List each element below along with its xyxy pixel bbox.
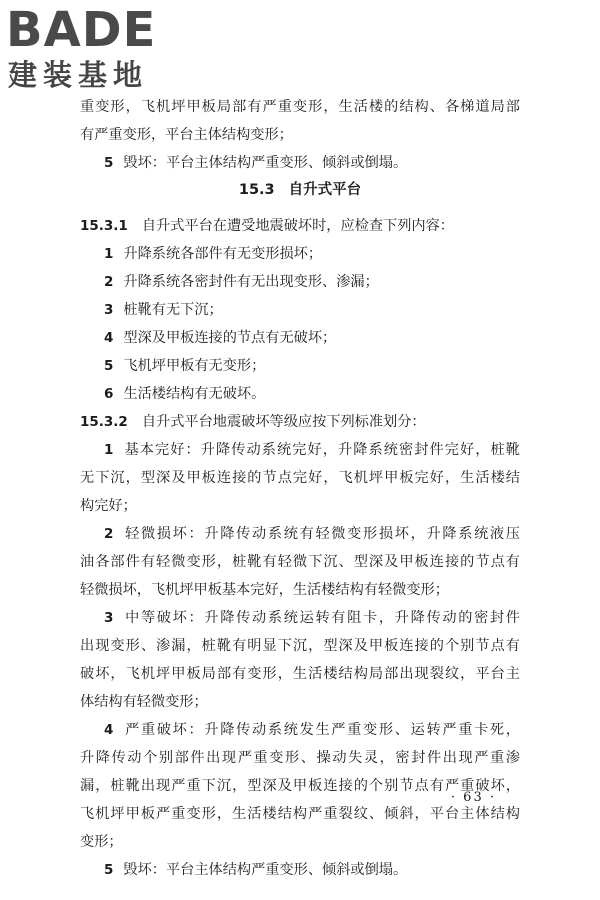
item-number: 2	[104, 526, 114, 542]
paragraph-line: 构完好；	[80, 498, 137, 514]
paragraph-line: 无下沉，型深及甲板连接的节点完好，飞机坪甲板完好，生活楼结	[80, 470, 520, 486]
clause-number: 15.3.2	[80, 414, 128, 430]
paragraph-line: 重变形，飞机坪甲板局部有严重变形，生活楼的结构、各梯道局部	[80, 99, 520, 115]
paragraph-line: 出现变形、渗漏，桩靴有明显下沉，型深及甲板连接的个别节点有	[80, 638, 520, 654]
list-item	[104, 380, 520, 408]
paragraph-line: 变形；	[80, 834, 123, 850]
paragraph-line: 飞机坪甲板严重变形，生活楼结构严重裂纹、倾斜，平台主体结构	[80, 806, 520, 822]
item-number: 5	[104, 155, 114, 171]
section-title: 自升式平台	[288, 182, 362, 198]
paragraph-line: 有严重变形，平台主体结构变形；	[80, 127, 293, 143]
item-text: 毁坏：平台主体结构严重变形、倾斜或倒塌。	[123, 862, 408, 878]
item-text: 中等破坏：升降传动系统运转有阻卡，升降传动的密封件	[123, 610, 520, 626]
list-item	[104, 604, 520, 632]
list-item	[104, 352, 520, 380]
item-number: 1	[104, 246, 114, 262]
page-number: · 63 ·	[450, 790, 496, 805]
list-item	[104, 296, 520, 324]
section-number: 15.3	[238, 182, 275, 198]
clause-text: 自升式平台地震破坏等级应按下列标准划分：	[141, 414, 426, 430]
paragraph-line: 油各部件有轻微变形，桩靴有轻微下沉、型深及甲板连接的节点有	[80, 554, 520, 570]
item-text: 升降系统各部件有无变形损坏；	[123, 246, 323, 262]
list-item	[104, 436, 520, 464]
section-heading	[0, 178, 600, 199]
clause-number: 15.3.1	[80, 218, 128, 234]
item-text: 轻微损坏：升降传动系统有轻微变形损坏，升降系统液压	[123, 526, 520, 542]
item-number: 3	[104, 302, 114, 318]
paragraph-line: 升降传动个别部件出现严重变形、操动失灵，密封件出现严重渗	[80, 750, 520, 766]
item-number: 2	[104, 274, 114, 290]
list-item	[104, 149, 520, 177]
paragraph-line: 破坏，飞机坪甲板局部有变形，生活楼结构局部出现裂纹，平台主	[80, 666, 520, 682]
logo-brand-text: BADE	[6, 2, 157, 58]
list-item	[104, 856, 520, 884]
item-text: 桩靴有无下沉；	[123, 302, 223, 318]
clause-15-3-2	[80, 408, 520, 436]
item-text: 毁坏：平台主体结构严重变形、倾斜或倒塌。	[123, 155, 408, 171]
item-text: 升降系统各密封件有无出现变形、渗漏；	[123, 274, 379, 290]
list-item	[104, 716, 520, 744]
item-number: 1	[104, 442, 114, 458]
item-text: 型深及甲板连接的节点有无破坏；	[123, 330, 337, 346]
paragraph-line: 轻微损坏，飞机坪甲板基本完好，生活楼结构有轻微变形；	[80, 582, 449, 598]
list-item	[104, 240, 520, 268]
item-number: 5	[104, 862, 114, 878]
item-number: 4	[104, 722, 114, 738]
paragraph-line: 漏，桩靴出现严重下沉，型深及甲板连接的个别节点有严重破坏，	[80, 778, 520, 794]
item-number: 5	[104, 358, 114, 374]
item-number: 6	[104, 386, 114, 402]
list-item	[104, 324, 520, 352]
item-number: 3	[104, 610, 114, 626]
bade-logo	[6, 4, 176, 94]
item-text: 基本完好：升降传动系统完好，升降系统密封件完好，桩靴	[123, 442, 520, 458]
logo-subtitle: 建装基地	[8, 58, 149, 92]
item-text: 严重破坏：升降传动系统发生严重变形、运转严重卡死，	[123, 722, 520, 738]
list-item	[104, 520, 520, 548]
paragraph-line: 体结构有轻微变形；	[80, 694, 208, 710]
item-text: 生活楼结构有无破坏。	[123, 386, 266, 402]
clause-text: 自升式平台在遭受地震破坏时，应检查下列内容：	[141, 218, 454, 234]
item-number: 4	[104, 330, 114, 346]
clause-15-3-1	[80, 212, 520, 240]
item-text: 飞机坪甲板有无变形；	[123, 358, 266, 374]
list-item	[104, 268, 520, 296]
